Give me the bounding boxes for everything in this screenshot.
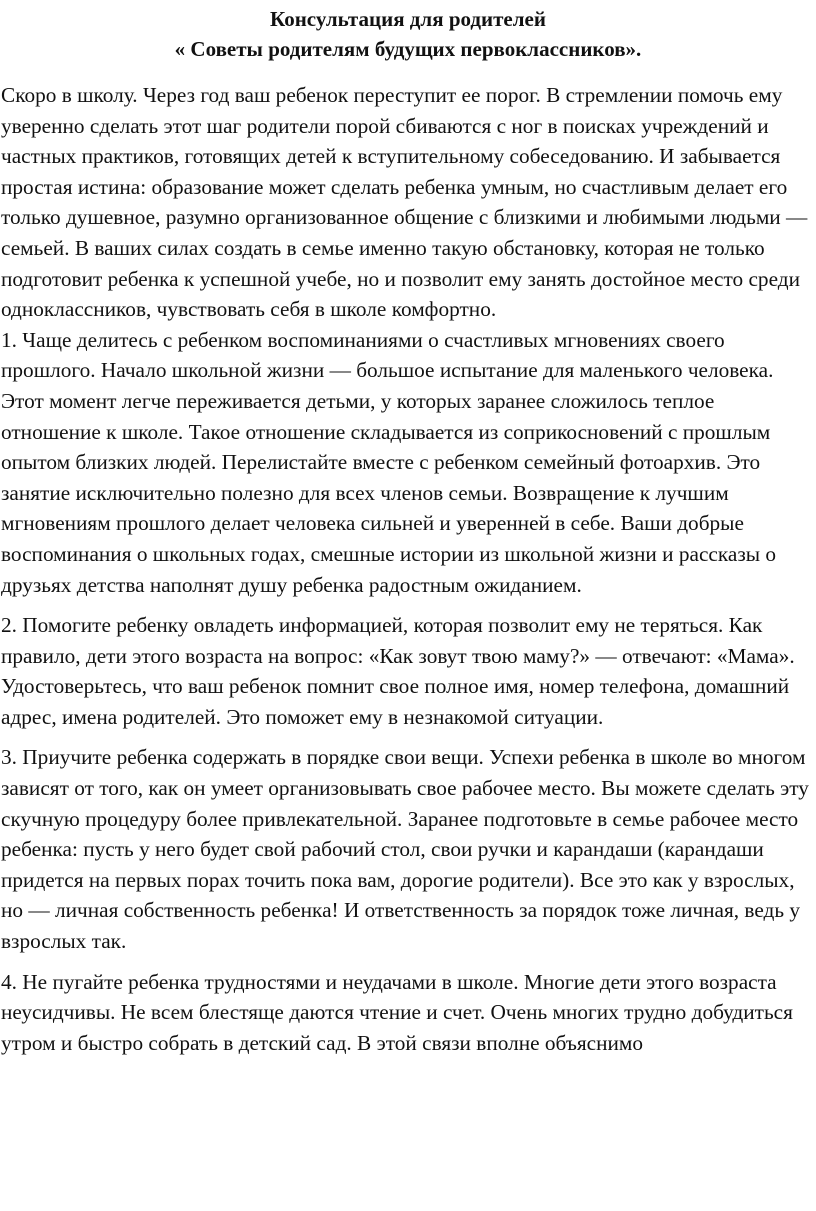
document-body xyxy=(0,80,816,1058)
paragraph-intro: Скоро в школу. Через год ваш ребенок переступит ее порог. В стремлении помочь ему уверенно сделать этот шаг родители порой сбиваются с ног в поисках учреждений и частных практиков, готовящих детей к вступительному собеседованию. И забывается простая истина: образование может сделать ребенка умным, но счастливым делает его только душевное, разумно организованное общение с близкими и любимыми людьми — семьей. В ваших силах создать в семье именно такую обстановку, которая не только подготовит ребенка к успешной учебе, но и позволит ему занять достойное место среди одноклассников, чувствовать себя в школе комфортно. xyxy=(1,83,808,322)
document-title xyxy=(0,4,816,64)
paragraph-tip-3: 3. Приучите ребенка содержать в порядке свои вещи. Успехи ребенка в школе во многом зависят от того, как он умеет организовывать свое рабочее место. Вы можете сделать эту скучную процедуру более привлекательной. Заранее подготовьте в семье рабочее место ребенка: пусть у него будет свой рабочий стол, свои ручки и карандаши (карандаши придется на первых порах точить пока вам, дорогие родители). Все это как у взрослых, но — личная собственность ребенка! И ответственность за порядок тоже личная, ведь у взрослых так. xyxy=(1,745,809,954)
paragraph-tip-2: 2. Помогите ребенку овладеть информацией, которая позволит ему не теряться. Как правило, дети этого возраста на вопрос: «Как зовут твою маму?» — отвечают: «Мама». Удостоверьтесь, что ваш ребенок помнит свое полное имя, номер телефона, домашний адрес, имена родителей. Это поможет ему в незнакомой ситуации. xyxy=(1,613,795,729)
title-line-1: Консультация для родителей xyxy=(270,7,546,31)
title-line-2: « Советы родителям будущих первоклассников». xyxy=(174,37,642,61)
paragraph-tip-4: 4. Не пугайте ребенка трудностями и неудачами в школе. Многие дети этого возраста неусидчивы. Не всем блестяще даются чтение и счет. Очень многих трудно добудиться утром и быстро собрать в детский сад. В этой связи вполне объяснимо xyxy=(1,969,793,1055)
paragraph-tip-1: 1. Чаще делитесь с ребенком воспоминаниями о счастливых мгновениях своего прошлого. Начало школьной жизни — большое испытание для маленького человека. Этот момент легче переживается детьми, у которых заранее сложилось теплое отношение к школе. Такое отношение складывается из соприкосновений с прошлым опытом близких людей. Перелистайте вместе с ребенком семейный фотоархив. Это занятие исключительно полезно для всех членов семьи. Возвращение к лучшим мгновениям прошлого делает человека сильней и уверенней в себе. Ваши добрые воспоминания о школьных годах, смешные истории из школьной жизни и рассказы о друзьях детства наполнят душу ребенка радостным ожиданием. xyxy=(1,327,777,597)
